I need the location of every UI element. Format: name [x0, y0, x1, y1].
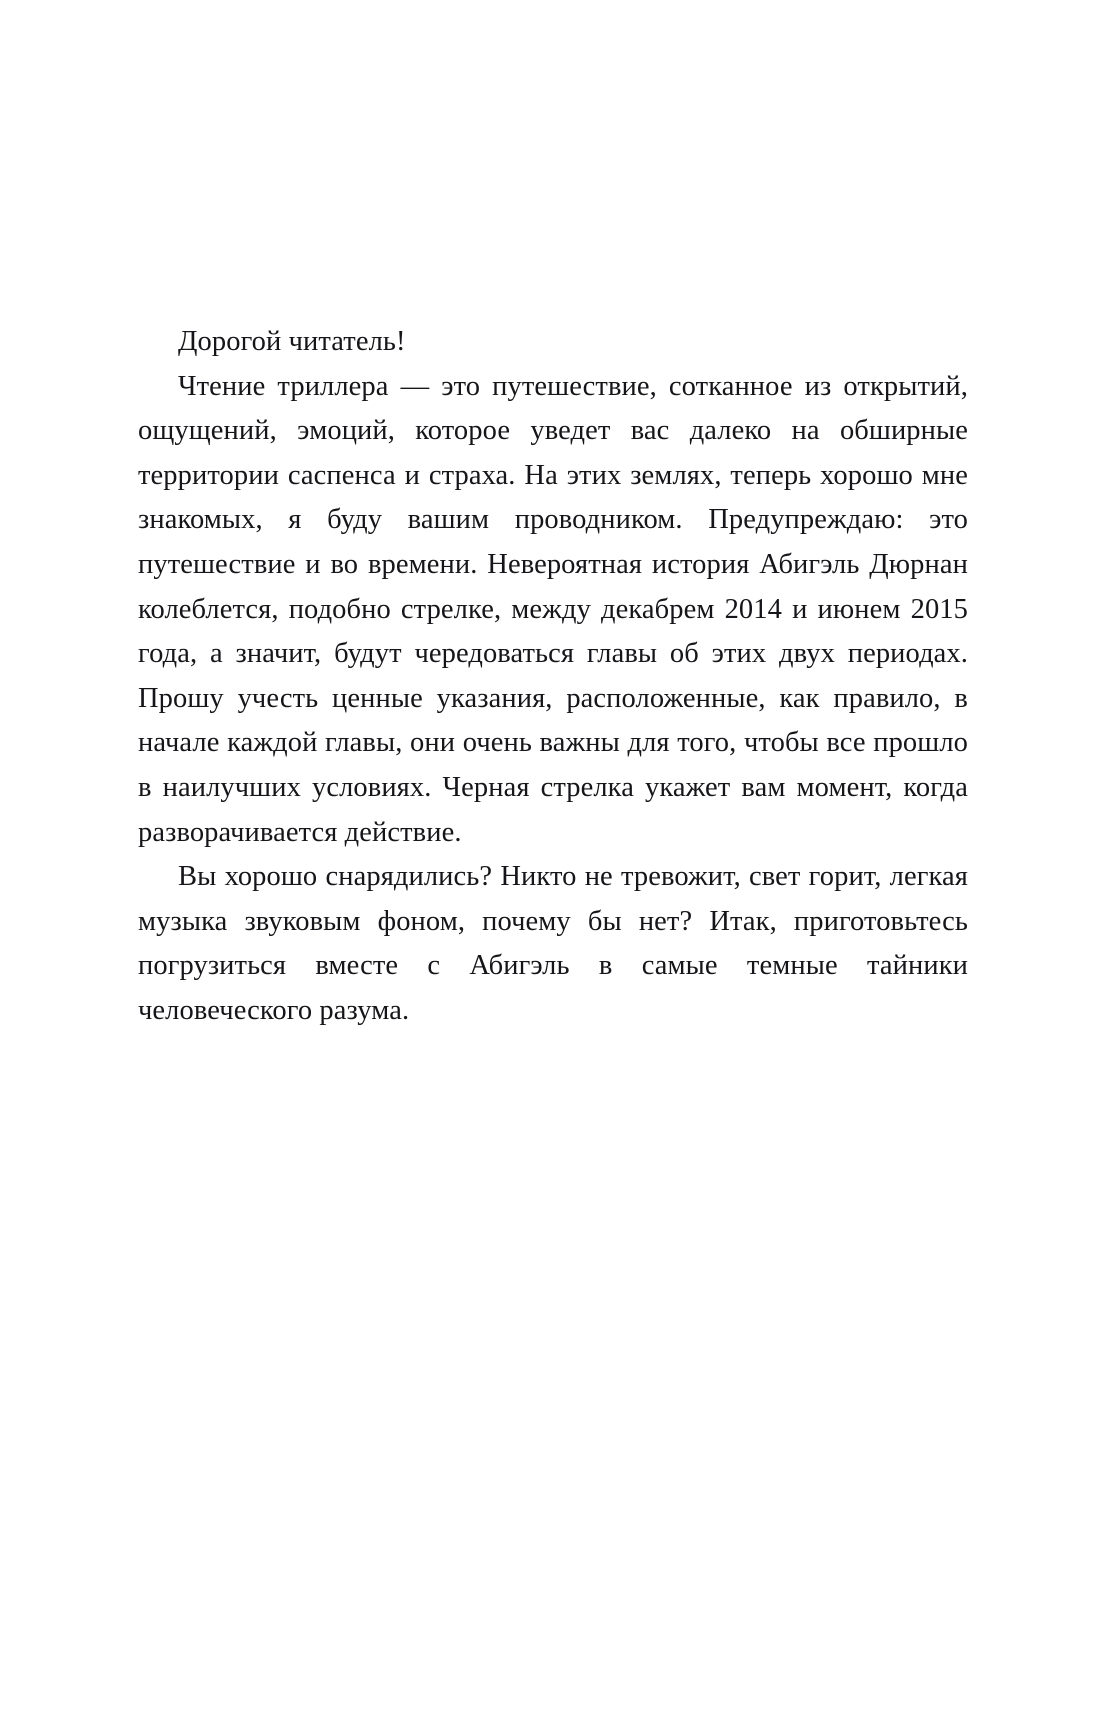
body-paragraph-1: Чтение триллера — это путешествие, сотканное из открытий, ощущений, эмоций, которое уведет вас далеко на обширные территории саспенса и страха. На этих землях, теперь хорошо мне знакомых, я буду вашим проводником. Предупреждаю: это путешествие и во времени. Невероятная история Абигэль Дюрнан колеблется, подобно стрелке, между декабрем 2014 и июнем 2015 года, а значит, будут чередоваться главы об этих двух периодах. Прошу учесть ценные указания, расположенные, как правило, в начале каждой главы, они очень важны для того, чтобы все прошло в наилучших условиях. Черная стрелка укажет вам момент, когда разворачивается действие.	[138, 370, 968, 848]
page-text-block	[138, 320, 968, 1034]
body-paragraph-2: Вы хорошо снарядились? Никто не тревожит, свет горит, легкая музыка звуковым фоном, почему бы нет? Итак, приготовьтесь погрузиться вместе с Абигэль в самые темные тайники человеческого разума.	[138, 861, 968, 1026]
salutation-line: Дорогой читатель!	[178, 326, 406, 357]
